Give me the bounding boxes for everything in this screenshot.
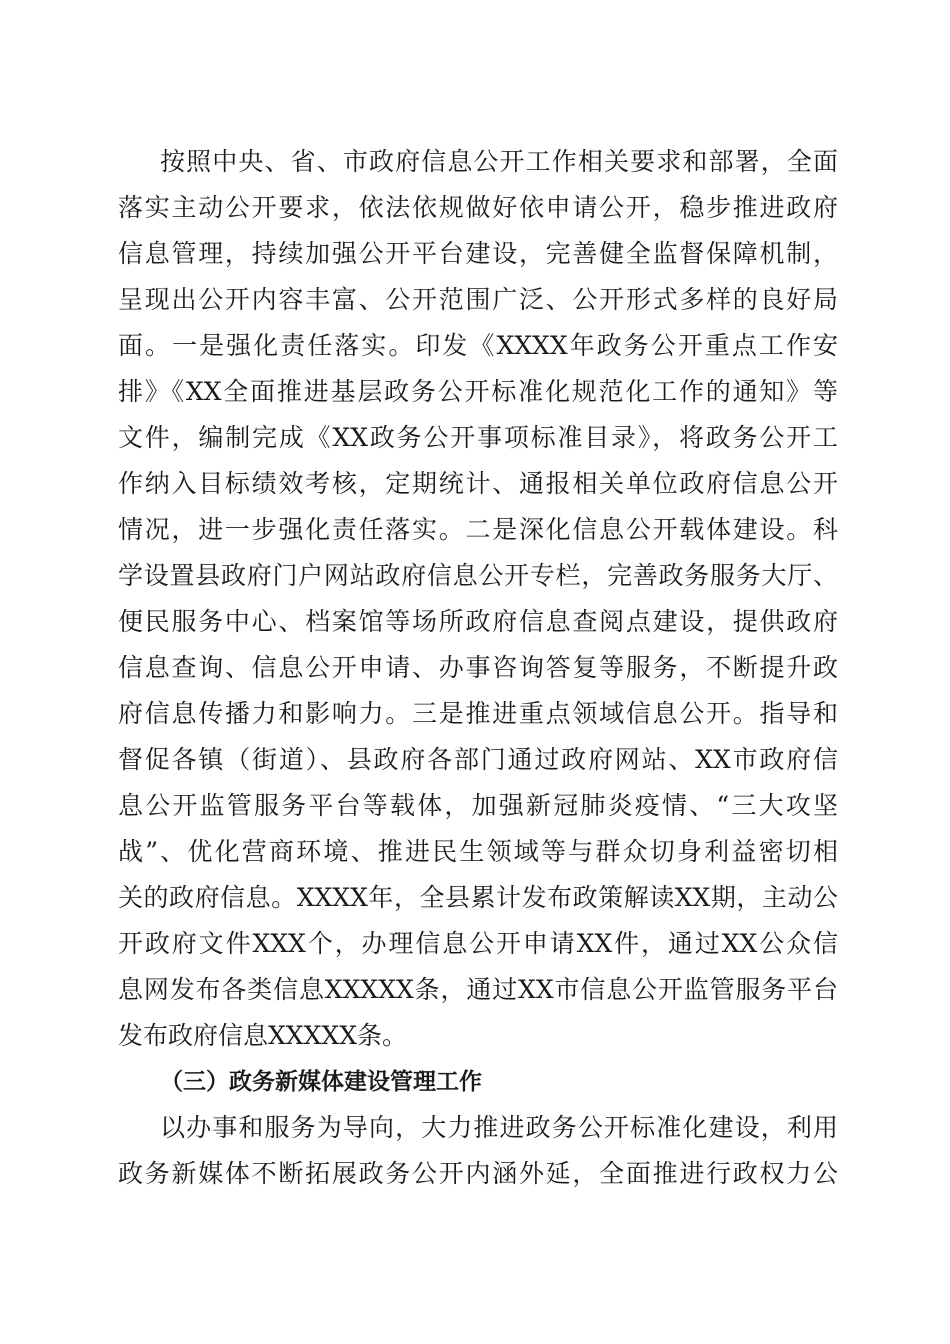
paragraph1-line-14: 督促各镇（街道）、县政府各部门通过政府网站、XX市政府信 [118,745,838,774]
paragraph1-line-5: 面。一是强化责任落实。印发《XXXX年政务公开重点工作安 [118,331,838,360]
paragraph1-line-17: 关的政府信息。XXXX年，全县累计发布政策解读XX期，主动公 [118,883,838,912]
paragraph1-line-6: 排》《XX全面推进基层政务公开标准化规范化工作的通知》等 [118,377,838,406]
paragraph1-line-16: 战”、优化营商环境、推进民生领域等与群众切身利益密切相 [118,837,838,866]
paragraph1-line-8: 作纳入目标绩效考核，定期统计、通报相关单位政府信息公开 [118,469,838,498]
paragraph1-line-3: 信息管理，持续加强公开平台建设，完善健全监督保障机制， [118,239,838,268]
section-heading: （三）政务新媒体建设管理工作 [160,1069,482,1095]
paragraph1-line-9: 情况，进一步强化责任落实。二是深化信息公开载体建设。科 [118,515,838,544]
paragraph1-line-1: 按照中央、省、市政府信息公开工作相关要求和部署，全面 [160,147,838,176]
paragraph1-line-11: 便民服务中心、档案馆等场所政府信息查阅点建设，提供政府 [118,607,838,636]
paragraph1-line-10: 学设置县政府门户网站政府信息公开专栏，完善政务服务大厅、 [118,561,838,590]
paragraph1-line-18: 开政府文件XXX个，办理信息公开申请XX件，通过XX公众信 [118,929,838,958]
paragraph1-line-20: 发布政府信息XXXXX条。 [118,1021,407,1050]
paragraph1-line-12: 信息查询、信息公开申请、办事咨询答复等服务，不断提升政 [118,653,838,682]
paragraph1-line-19: 息网发布各类信息XXXXX条，通过XX市信息公开监管服务平台 [118,975,838,1004]
paragraph2-line-1: 以办事和服务为导向，大力推进政务公开标准化建设，利用 [160,1113,838,1142]
paragraph2-line-2: 政务新媒体不断拓展政务公开内涵外延，全面推进行政权力公 [118,1159,838,1188]
paragraph1-line-13: 府信息传播力和影响力。三是推进重点领域信息公开。指导和 [118,699,838,728]
paragraph1-line-4: 呈现出公开内容丰富、公开范围广泛、公开形式多样的良好局 [118,285,838,314]
paragraph1-line-7: 文件，编制完成《XX政务公开事项标准目录》，将政务公开工 [118,423,838,452]
paragraph1-line-15: 息公开监管服务平台等载体，加强新冠肺炎疫情、“三大攻坚 [118,791,838,820]
paragraph1-line-2: 落实主动公开要求，依法依规做好依申请公开，稳步推进政府 [118,193,838,222]
